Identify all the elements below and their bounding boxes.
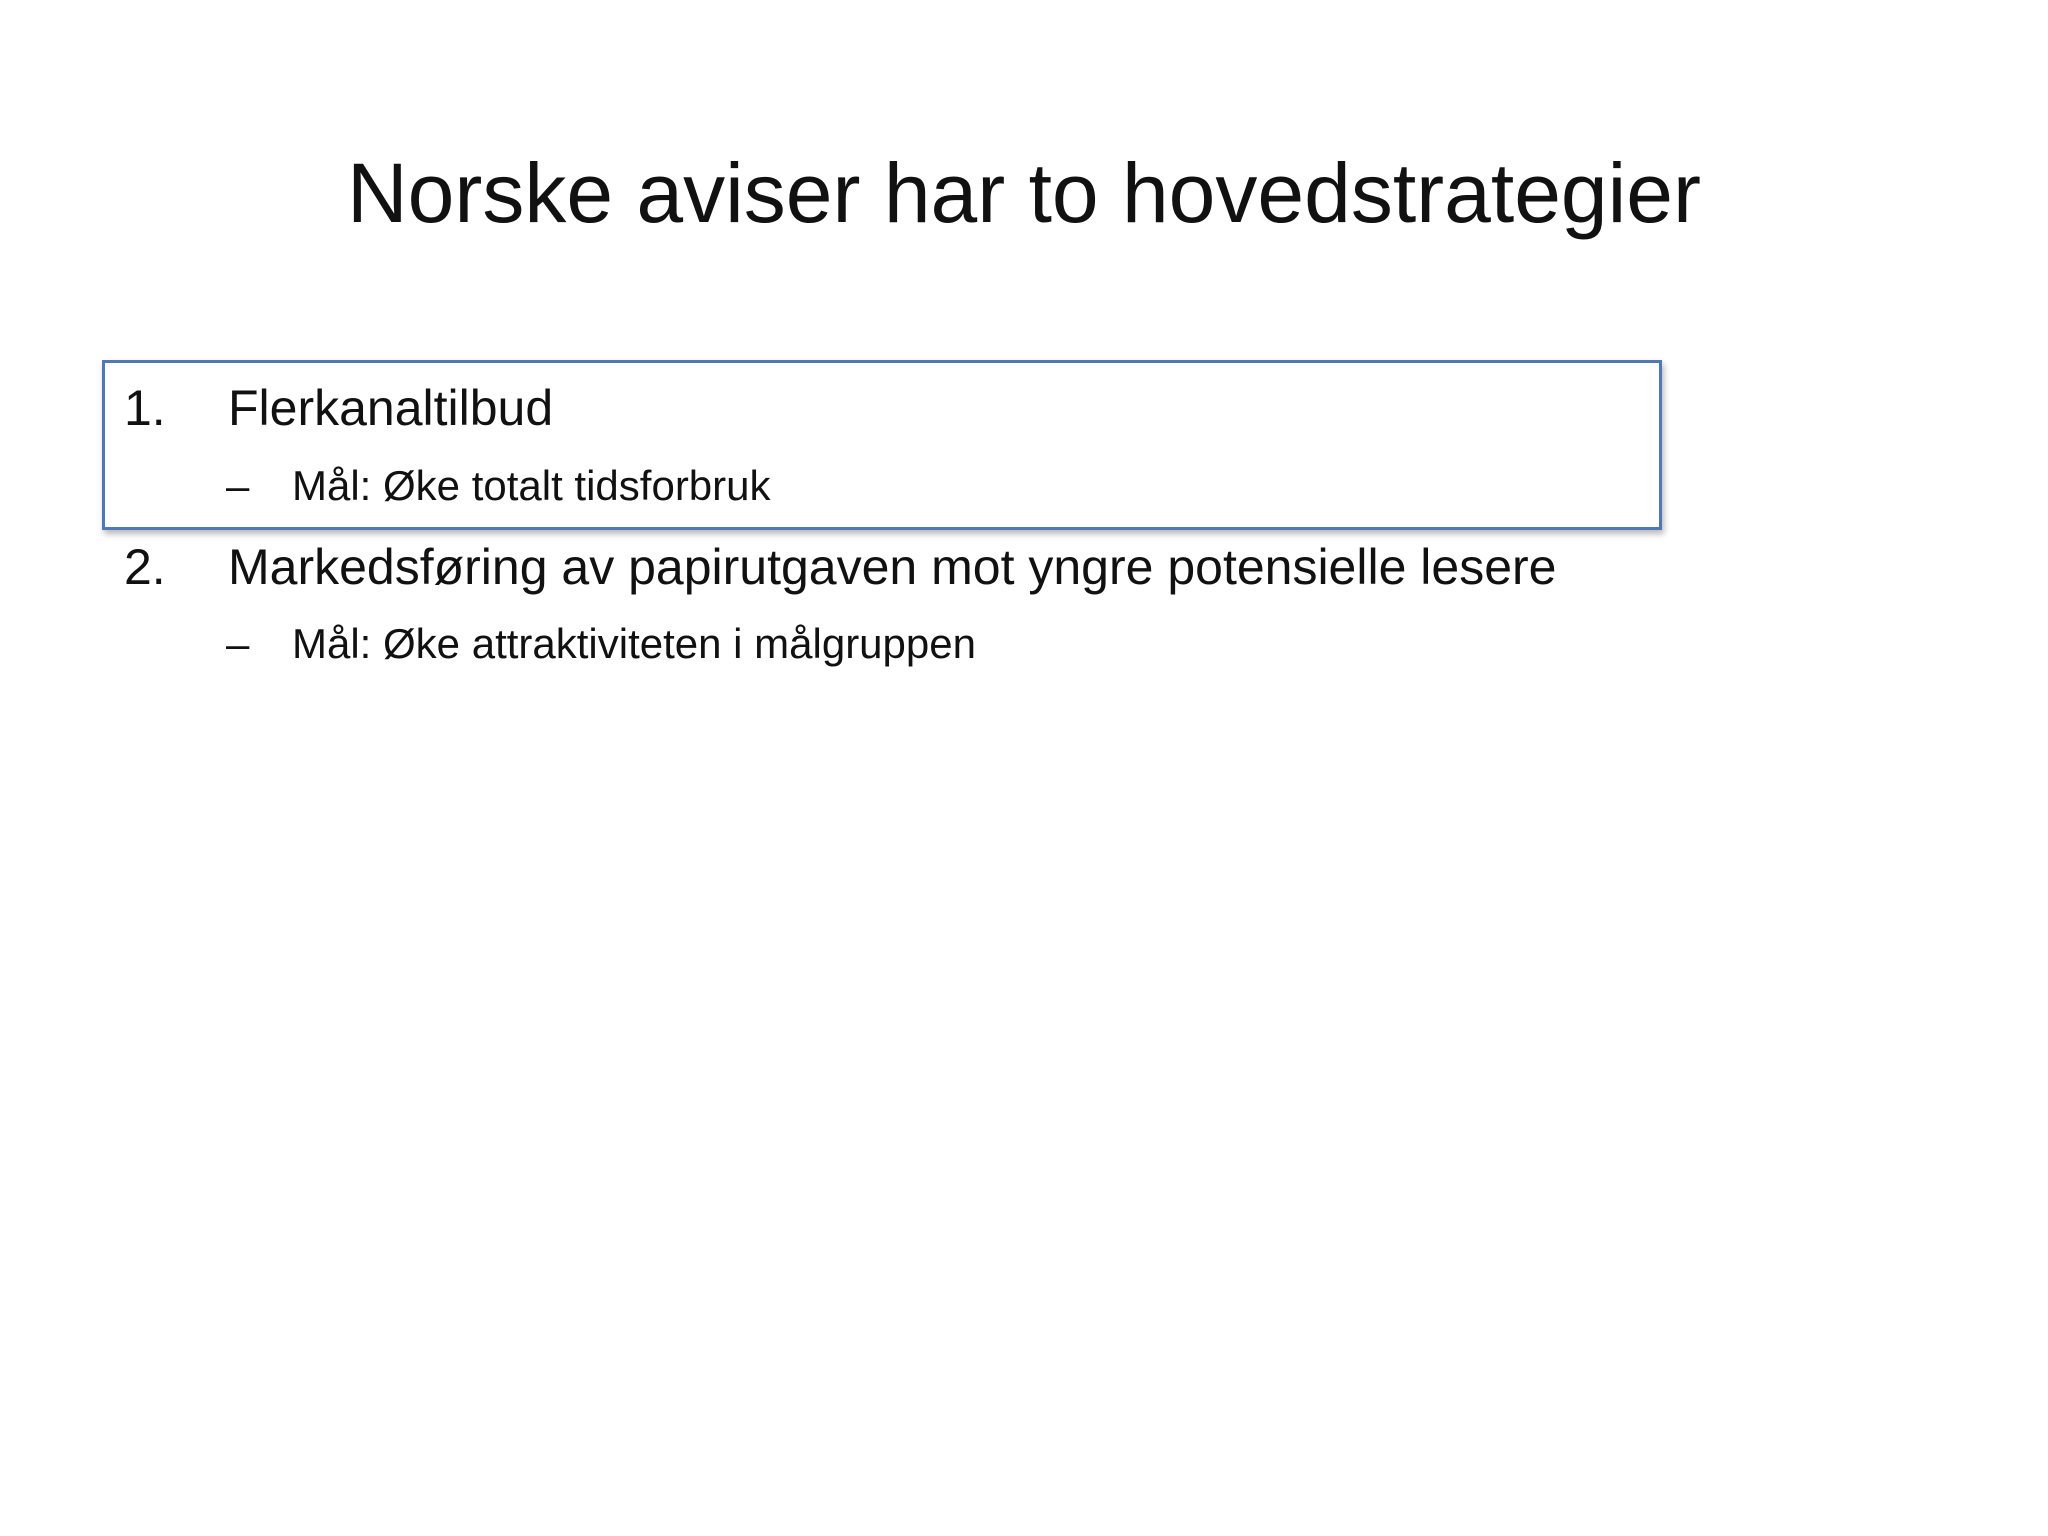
- list-subitem-1-marker: –: [226, 462, 250, 509]
- list-item-2-text: Markedsføring av papirutgaven mot yngre potensielle lesere: [228, 539, 1557, 595]
- slide-title: Norske aviser har to hovedstrategier: [347, 146, 1701, 240]
- list-item-1-text: Flerkanaltilbud: [228, 380, 554, 436]
- list-subitem-2-text: Mål: Øke attraktiviteten i målgruppen: [292, 620, 976, 667]
- list-item-2-number: 2.: [124, 539, 166, 595]
- list-item-1-number: 1.: [124, 380, 166, 436]
- list-subitem-2-marker: –: [226, 620, 250, 667]
- list-subitem-1-text: Mål: Øke totalt tidsforbruk: [292, 462, 771, 509]
